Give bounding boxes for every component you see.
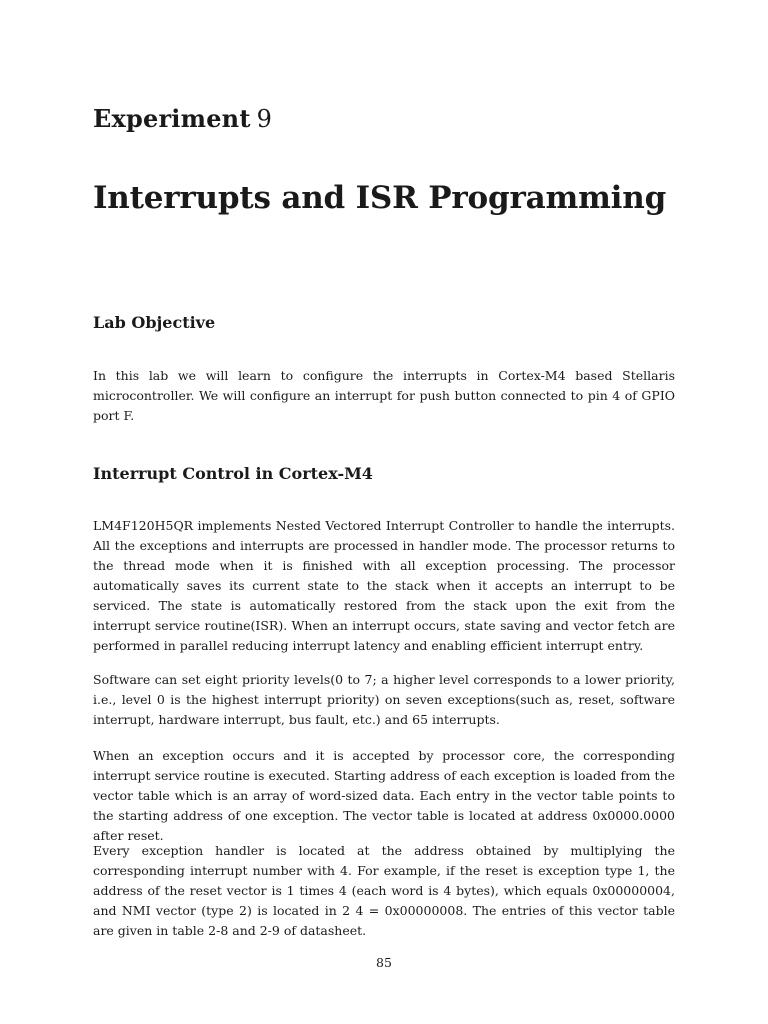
paragraph-priority-levels: Software can set eight priority levels(0 to 7; a higher level corresponds to a lower priority, i.e., level 0 is the highest interrupt priority) on seven exceptions(such as, reset, software interrupt, hardware interrupt, bus fault, etc.) and 65 interrupts. <box>93 672 675 727</box>
chapter-label-text: Experiment <box>93 104 251 133</box>
section-heading-lab-objective: Lab Objective <box>93 313 216 332</box>
chapter-label <box>93 104 272 133</box>
paragraph-exception-handler-address: Every exception handler is located at the address obtained by multiplying the corresponding interrupt number with 4. For example, if the reset is exception type 1, the address of the reset vector is 1 times 4 (each word is 4 bytes), which equals 0x00000004, and NMI vector (type 2) is located in 2 4 = 0x00000008. The entries of this vector table are given in table 2-8 and 2-9 of datasheet. <box>93 843 675 938</box>
chapter-number: 9 <box>256 105 273 133</box>
paragraph-vector-table: When an exception occurs and it is accepted by processor core, the corresponding interrupt service routine is executed. Starting address of each exception is loaded from the vector table which is an array of word-sized data. Each entry in the vector table points to the starting address of one exception. The vector table is located at address 0x0000.0000 after reset. <box>93 748 675 843</box>
section-heading-interrupt-control: Interrupt Control in Cortex-M4 <box>93 464 373 483</box>
page-number: 85 <box>376 955 392 970</box>
paragraph-lab-objective: In this lab we will learn to configure the interrupts in Cortex-M4 based Stellaris microcontroller. We will configure an interrupt for push button connected to pin 4 of GPIO port F. <box>93 368 675 423</box>
paragraph-nvic: LM4F120H5QR implements Nested Vectored Interrupt Controller to handle the interrupts. All the exceptions and interrupts are processed in handler mode. The processor returns to the thread mode when it is finished with all exception processing. The processor automatically saves its current state to the stack when it accepts an interrupt to be serviced. The state is automatically restored from the stack upon the exit from the interrupt service routine(ISR). When an interrupt occurs, state saving and vector fetch are performed in parallel reducing interrupt latency and enabling efficient interrupt entry. <box>93 518 675 653</box>
chapter-title: Interrupts and ISR Programming <box>93 180 667 216</box>
document-page <box>93 0 675 1024</box>
